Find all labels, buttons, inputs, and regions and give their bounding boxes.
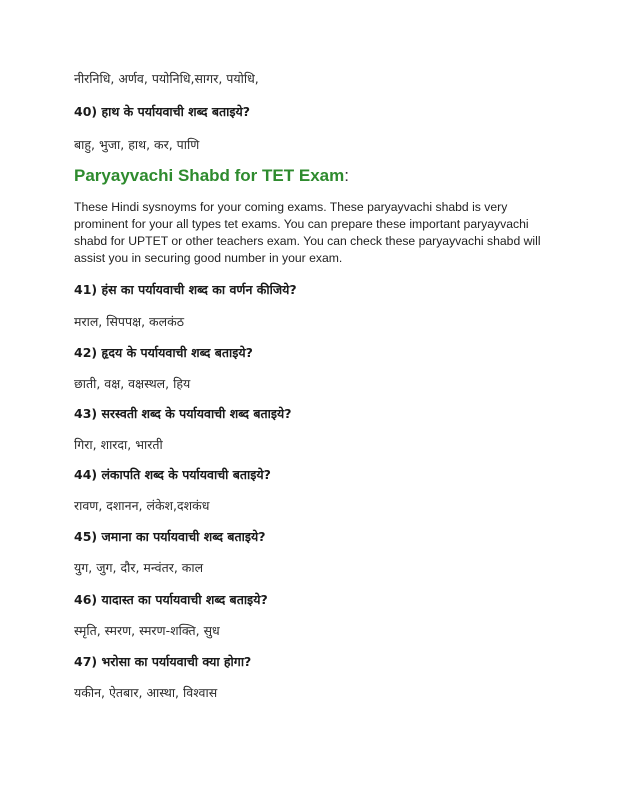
question-42: 42) हृदय के पर्यायवाची शब्द बताइये? [74,345,253,360]
section-heading-text: Paryayvachi Shabd for TET Exam [74,166,345,185]
answer-44: रावण, दशानन, लंकेश,दशकंध [74,498,210,513]
section-heading-colon: : [344,166,349,185]
section-heading [74,166,349,186]
answer-47: यकीन, ऐतबार, आस्था, विश्वास [74,685,218,700]
question-45: 45) जमाना का पर्यायवाची शब्द बताइये? [74,529,266,544]
question-47: 47) भरोसा का पर्यायवाची क्या होगा? [74,654,252,669]
answer-43: गिरा, शारदा, भारती [74,437,163,452]
answer-40: बाहु, भुजा, हाथ, कर, पाणि [74,137,200,152]
section-paragraph: These Hindi sysnoyms for your coming exams. These paryayvachi shabd is very prominent for your all types tet exams. You can prepare these important paryayvachi shabd for UPTET or other teachers exam. You can check these paryayvachi shabd will assist you in securing good number in your exam. [74,200,541,265]
question-41: 41) हंस का पर्यायवाची शब्द का वर्णन कीजिये? [74,282,297,297]
answer-46: स्मृति, स्मरण, स्मरण-शक्ति, सुध [74,623,220,638]
question-44: 44) लंकापति शब्द के पर्यायवाची बताइये? [74,467,271,482]
question-46: 46) यादास्त का पर्यायवाची शब्द बताइये? [74,592,268,607]
answer-41: मराल, सिपपक्ष, कलकंठ [74,314,184,329]
question-43: 43) सरस्वती शब्द के पर्यायवाची शब्द बताइये? [74,406,292,421]
answer-42: छाती, वक्ष, वक्षस्थल, हिय [74,376,191,391]
question-40: 40) हाथ के पर्यायवाची शब्द बताइये? [74,104,250,119]
answer-45: युग, जुग, दौर, मन्वंतर, काल [74,560,204,575]
answer-39: नीरनिधि, अर्णव, पयोनिधि,सागर, पयोधि, [74,71,259,86]
